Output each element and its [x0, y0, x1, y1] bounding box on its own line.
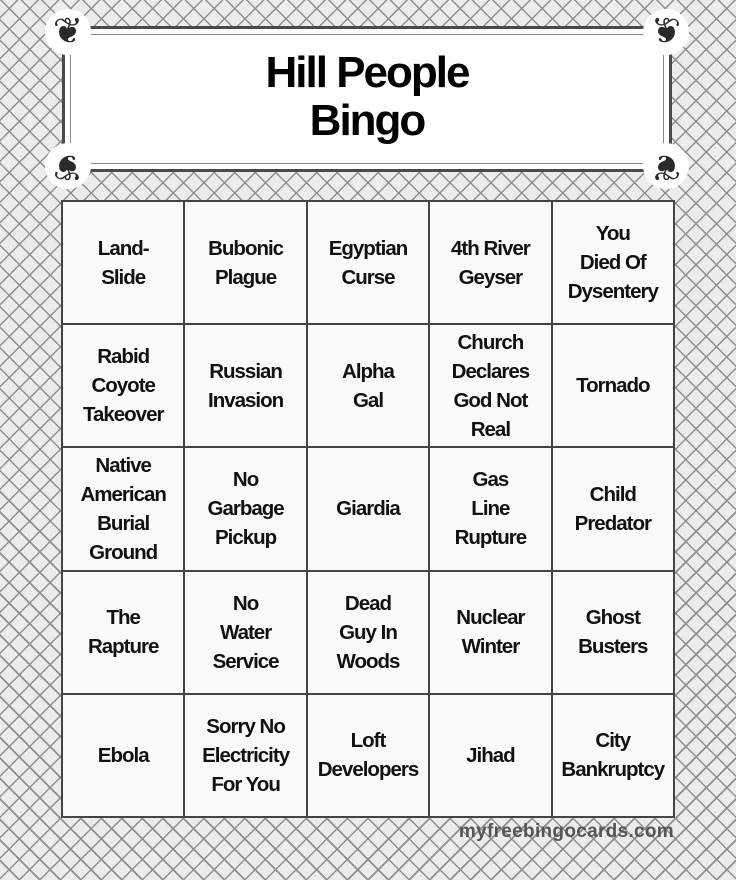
bingo-cell[interactable] [63, 572, 183, 693]
bingo-cell-label: Child Predator [574, 482, 651, 535]
bingo-cell-label: Land- Slide [97, 236, 149, 289]
bingo-cell[interactable] [63, 695, 183, 816]
bingo-cell-label: Church Declares God Not Real [451, 330, 530, 441]
bingo-cell[interactable] [553, 325, 673, 446]
bingo-cell-label: Bubonic Plague [208, 236, 284, 289]
bingo-cell-label: Russian Invasion [208, 359, 284, 412]
title-banner [52, 11, 682, 187]
bingo-cell-label: Jihad [466, 743, 515, 767]
title-line: Hill People [265, 48, 469, 97]
bingo-cell-label: 4th River Geyser [451, 236, 530, 289]
bingo-cell[interactable] [308, 202, 428, 323]
bingo-cell[interactable] [430, 572, 550, 693]
bingo-cell[interactable] [308, 325, 428, 446]
bingo-cell[interactable] [553, 448, 673, 569]
bingo-cell[interactable] [63, 448, 183, 569]
bingo-cell[interactable] [553, 202, 673, 323]
bingo-cell[interactable] [430, 448, 550, 569]
bingo-cell[interactable] [430, 202, 550, 323]
bingo-cell[interactable] [185, 202, 305, 323]
bingo-cell-label: Dead Guy In Woods [336, 591, 400, 673]
bingo-cell-label: Giardia [336, 497, 400, 521]
bingo-cell-label: Ebola [97, 743, 149, 767]
bingo-cell-label: Egyptian Curse [328, 236, 408, 289]
bingo-cell-label: Alpha Gal [342, 359, 394, 412]
bingo-cell-label: No Garbage Pickup [207, 468, 284, 550]
bingo-cell[interactable] [185, 448, 305, 569]
bingo-cell[interactable] [63, 202, 183, 323]
bingo-cell-label: Rabid Coyote Takeover [82, 345, 164, 427]
page-title [65, 49, 669, 145]
bingo-cell-label: You Died Of Dysentery [567, 222, 658, 304]
bingo-cell-label: Sorry No Electricity For You [202, 714, 290, 796]
bingo-cell[interactable] [63, 325, 183, 446]
scroll-ornament-icon: ❦ [45, 143, 91, 189]
bingo-grid [61, 200, 675, 818]
bingo-cell[interactable] [553, 695, 673, 816]
scroll-ornament-icon: ❦ [643, 9, 689, 55]
scroll-ornament-icon: ❦ [643, 143, 689, 189]
bingo-cell-label: Native American Burial Ground [80, 453, 166, 564]
bingo-cell[interactable] [308, 572, 428, 693]
bingo-cell-label: Loft Developers [317, 729, 419, 782]
bingo-cell[interactable] [185, 572, 305, 693]
bingo-cell[interactable] [430, 325, 550, 446]
bingo-cell-label: The Rapture [87, 606, 159, 659]
bingo-cell[interactable] [185, 695, 305, 816]
bingo-cell-label: Tornado [576, 374, 650, 398]
bingo-cell-label: City Bankruptcy [561, 729, 665, 782]
bingo-cell[interactable] [430, 695, 550, 816]
scroll-ornament-icon: ❦ [45, 9, 91, 55]
bingo-cell[interactable] [308, 448, 428, 569]
title-line: Bingo [309, 96, 425, 145]
bingo-cell[interactable] [185, 325, 305, 446]
site-credit: myfreebingocards.com [458, 821, 674, 842]
bingo-cell[interactable] [308, 695, 428, 816]
bingo-cell-label: Nuclear Winter [456, 606, 525, 659]
bingo-cell[interactable] [553, 572, 673, 693]
bingo-cell-label: Ghost Busters [578, 606, 648, 659]
bingo-cell-label: Gas Line Rupture [454, 468, 527, 550]
bingo-cell-label: No Water Service [212, 591, 279, 673]
